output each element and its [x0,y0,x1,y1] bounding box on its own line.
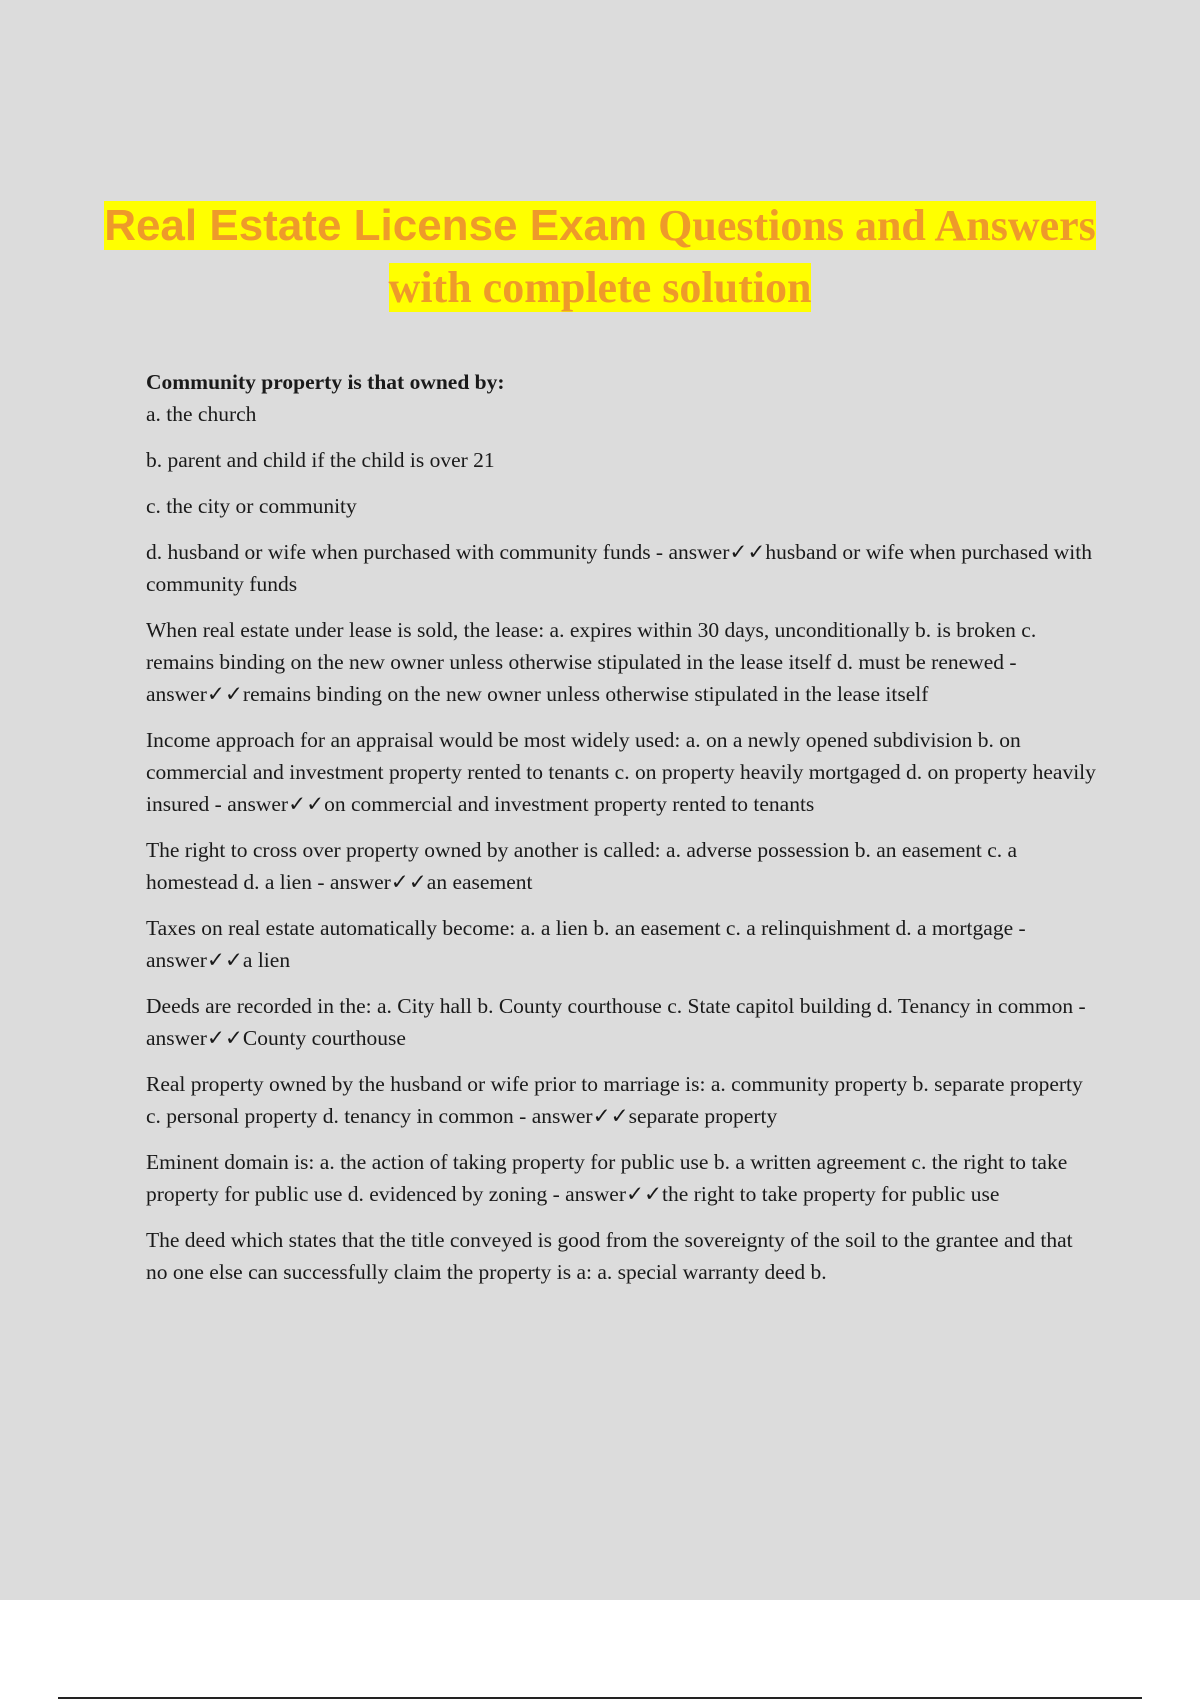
question-1-option-a: a. the church [146,402,257,426]
question-8: Eminent domain is: a. the action of taking property for public use b. a written agreement c. the right to take property for public use d. evidenced by zoning - answer✓✓the right to take property for public use [146,1150,1068,1206]
question-1-option-b: b. parent and child if the child is over 21 [146,448,495,472]
title-part-1: Real Estate License Exam [104,201,648,251]
question-7: Real property owned by the husband or wife prior to marriage is: a. community property b. separate property c. personal property d. tenancy in common - answer✓✓separate property [146,1072,1083,1128]
question-6: Deeds are recorded in the: a. City hall b. County courthouse c. State capitol building d. Tenancy in common - answer✓✓County courthouse [146,994,1086,1050]
question-3: Income approach for an appraisal would be most widely used: a. on a newly opened subdivision b. on commercial and investment property rented to tenants c. on property heavily mortgaged d. on property heavily insured - answer✓✓on commercial and investment property rented to tenants [146,728,1096,816]
footer-divider [58,1697,1142,1699]
question-1-heading: Community property is that owned by: [146,370,505,394]
question-1-option-c: c. the city or community [146,494,357,518]
question-5: Taxes on real estate automatically become: a. a lien b. an easement c. a relinquishment d. a mortgage - answer✓✓a lien [146,916,1026,972]
question-9: The deed which states that the title conveyed is good from the sovereignty of the soil to the grantee and that no one else can successfully claim the property is a: a. special warranty deed b. [146,1228,1073,1284]
question-1-option-d: d. husband or wife when purchased with community funds - answer✓✓husband or wife when purchased with community funds [146,540,1092,596]
question-4: The right to cross over property owned by another is called: a. adverse possession b. an easement c. a homestead d. a lien - answer✓✓an easement [146,838,1018,894]
document-title [100,195,1100,319]
question-2: When real estate under lease is sold, the lease: a. expires within 30 days, unconditionally b. is broken c. remains binding on the new owner unless otherwise stipulated in the lease itself d. must be renewed - answer✓✓remains binding on the new owner unless otherwise stipulated in the lease itself [146,618,1037,706]
document-body [146,366,1096,1302]
title-part-2: Questions and Answers with complete solution [388,201,1096,313]
